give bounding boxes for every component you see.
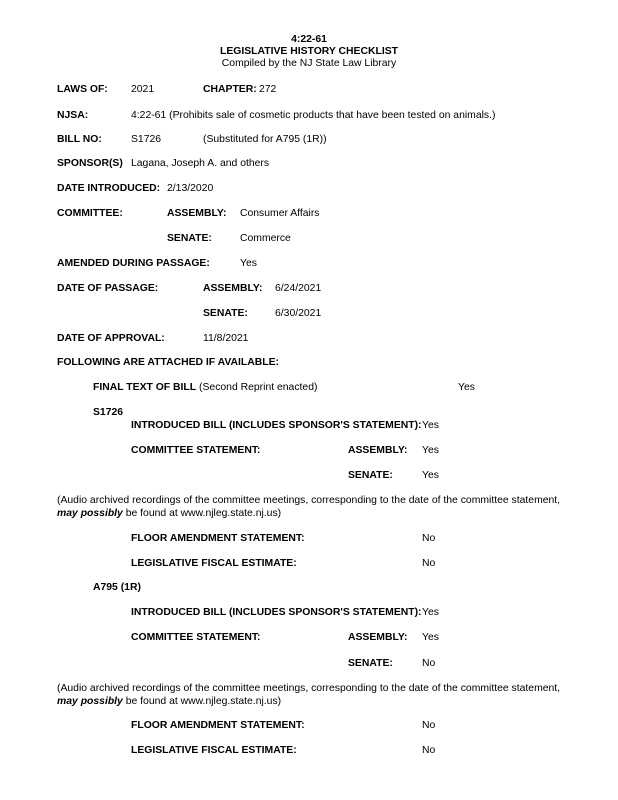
introduced-bill-label: INTRODUCED BILL (INCLUDES SPONSOR'S STATEMENT): xyxy=(131,607,422,618)
committee-senate-label: SENATE: xyxy=(167,233,212,244)
audio-note: (Audio archived recordings of the committee meetings, corresponding to the date of the committee statement, may possibly be found at www.njleg.state.nj.us) xyxy=(57,683,561,707)
final-text-line xyxy=(93,382,317,394)
committee-senate-value: Commerce xyxy=(240,233,291,244)
audio-note: (Audio archived recordings of the committee meetings, corresponding to the date of the committee statement, may possibly be found at www.njleg.state.nj.us) xyxy=(57,495,561,519)
laws-of-value: 2021 xyxy=(131,84,155,95)
bill-no-label: BILL NO: xyxy=(57,134,102,145)
committee-assembly-label: ASSEMBLY: xyxy=(167,208,227,219)
committee-assembly-value: Consumer Affairs xyxy=(240,208,320,219)
floor-amendment-value: No xyxy=(422,720,436,731)
date-introduced-label: DATE INTRODUCED: xyxy=(57,183,161,194)
date-of-passage-label: DATE OF PASSAGE: xyxy=(57,283,159,294)
chapter-label: CHAPTER: xyxy=(203,84,257,95)
njsa-label: NJSA: xyxy=(57,110,89,121)
compiled-by: Compiled by the NJ State Law Library xyxy=(221,58,397,69)
floor-amendment-label: FLOOR AMENDMENT STATEMENT: xyxy=(131,720,305,731)
date-introduced-value: 2/13/2020 xyxy=(167,183,214,194)
statement-senate-value: No xyxy=(422,658,436,669)
njsa-value: 4:22-61 (Prohibits sale of cosmetic products that have been tested on animals.) xyxy=(131,110,496,121)
fiscal-estimate-value: No xyxy=(422,558,436,569)
final-text-value: Yes xyxy=(458,382,475,393)
statement-assembly-value: Yes xyxy=(422,445,439,456)
committee-label: COMMITTEE: xyxy=(57,208,123,219)
statement-assembly-value: Yes xyxy=(422,632,439,643)
introduced-bill-value: Yes xyxy=(422,607,439,618)
bill-id-s1726: S1726 xyxy=(93,407,124,418)
introduced-bill-label: INTRODUCED BILL (INCLUDES SPONSOR'S STATEMENT): xyxy=(131,420,422,431)
page-title: LEGISLATIVE HISTORY CHECKLIST xyxy=(219,46,398,57)
statement-assembly-label: ASSEMBLY: xyxy=(348,445,408,456)
date-of-approval-label: DATE OF APPROVAL: xyxy=(57,333,165,344)
statement-senate-value: Yes xyxy=(422,470,439,481)
amended-value: Yes xyxy=(240,258,257,269)
passage-assembly-label: ASSEMBLY: xyxy=(203,283,263,294)
statement-assembly-label: ASSEMBLY: xyxy=(348,632,408,643)
date-of-approval-value: 11/8/2021 xyxy=(203,333,249,344)
fiscal-estimate-label: LEGISLATIVE FISCAL ESTIMATE: xyxy=(131,745,297,756)
statement-senate-label: SENATE: xyxy=(348,470,393,481)
passage-senate-label: SENATE: xyxy=(203,308,248,319)
laws-of-label: LAWS OF: xyxy=(57,84,108,95)
chapter-value: 272 xyxy=(259,84,277,95)
passage-assembly-value: 6/24/2021 xyxy=(275,283,322,294)
final-text-label: FINAL TEXT OF BILL xyxy=(93,382,197,393)
bill-no-value: S1726 xyxy=(131,134,162,145)
sponsors-label: SPONSOR(S) xyxy=(57,158,123,169)
introduced-bill-value: Yes xyxy=(422,420,439,431)
passage-senate-value: 6/30/2021 xyxy=(275,308,322,319)
fiscal-estimate-label: LEGISLATIVE FISCAL ESTIMATE: xyxy=(131,558,297,569)
bill-no-note: (Substituted for A795 (1R)) xyxy=(203,134,327,145)
final-text-note: (Second Reprint enacted) xyxy=(199,382,318,393)
amended-label: AMENDED DURING PASSAGE: xyxy=(57,258,210,269)
sponsors-value: Lagana, Joseph A. and others xyxy=(131,158,270,169)
bill-id-a795: A795 (1R) xyxy=(93,582,141,593)
floor-amendment-label: FLOOR AMENDMENT STATEMENT: xyxy=(131,533,305,544)
committee-statement-label: COMMITTEE STATEMENT: xyxy=(131,445,261,456)
attached-heading: FOLLOWING ARE ATTACHED IF AVAILABLE: xyxy=(57,357,280,368)
statement-senate-label: SENATE: xyxy=(348,658,393,669)
statute-number: 4:22-61 xyxy=(291,34,327,45)
floor-amendment-value: No xyxy=(422,533,436,544)
fiscal-estimate-value: No xyxy=(422,745,436,756)
committee-statement-label: COMMITTEE STATEMENT: xyxy=(131,632,261,643)
